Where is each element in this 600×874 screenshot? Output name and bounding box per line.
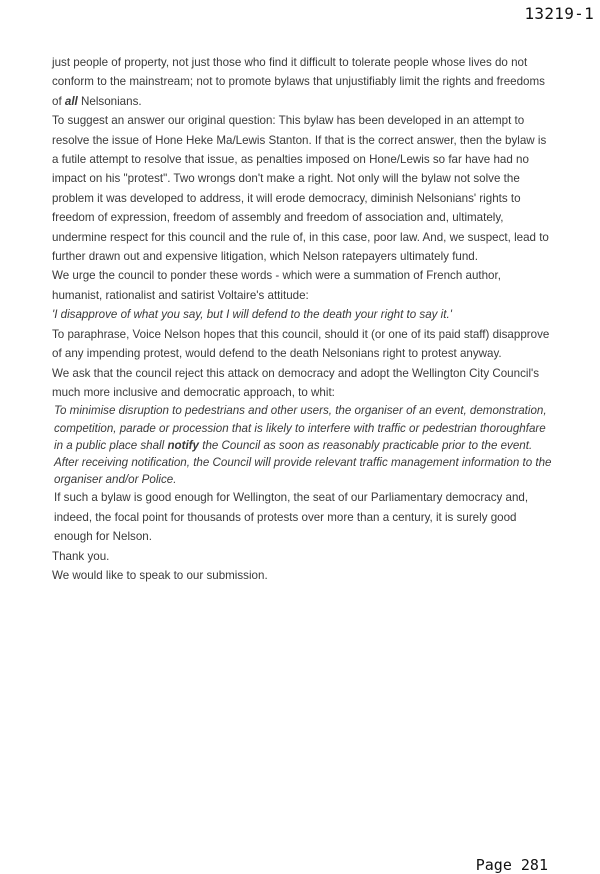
paragraph-rights-end: Nelsonians. <box>77 94 142 108</box>
emphasis-all: all <box>64 94 78 108</box>
paragraph-rights-text: just people of property, not just those who find it difficult to tolerate people whose lives do not conform to the mainstream; not to promote bylaws that unjustifiably limit the rights and freedoms of <box>52 56 545 108</box>
paragraph-rights <box>52 53 552 111</box>
paragraph-request: We ask that the council reject this attack on democracy and adopt the Wellington City Council's much more inclusive and democratic approach, to whit: <box>52 366 540 399</box>
paragraph-paraphrase: To paraphrase, Voice Nelson hopes that this council, should it (or one of its paid staff) disapprove of any impending protest, would defend to the death Nelsonians right to protest anyway. <box>52 327 550 361</box>
paragraph-conclusion: If such a bylaw is good enough for Wellington, the seat of our Parliamentary democracy and, indeed, the focal point for thousands of protests over more than a century, it is surely good enough for Nelson. <box>54 491 529 544</box>
clause-1-end: the Council as soon as reasonably practicable prior to the event. <box>199 438 533 452</box>
paragraph-voltaire-intro: We urge the council to ponder these words - which were a summation of French author, humanist, rationalist and satirist Voltaire's attitude: <box>52 269 501 302</box>
page-number: Page 281 <box>475 856 548 874</box>
clause-1-text: To minimise disruption to pedestrians and other users, the organiser of an event, demonstration, competition, parade or procession that is likely to interfere with traffic or pedestrian thoroughfare in a public place shall <box>54 404 547 452</box>
voltaire-quote: 'I disapprove of what you say, but I will defend to the death your right to say it.' <box>52 308 452 322</box>
wellington-bylaw-clause-1 <box>52 402 552 454</box>
speak-request: We would like to speak to our submission. <box>52 568 268 582</box>
paragraph-answer: To suggest an answer our original question: This bylaw has been developed in an attempt to resolve the issue of Hone Heke Ma/Lewis Stanton. If that is the correct answer, then the bylaw is a futile attempt to resolve that issue, as penalties imposed on Hone/Lewis so far have had no impact on his "protest". Two wrongs don't make a right. Not only will the bylaw not solve the problem it was developed to address, it will erode democracy, diminish Nelsonians' rights to freedom of expression, freedom of assembly and freedom of association and, ultimately, undermine respect for this council and the rule of, in this case, poor law. And, we suspect, lead to further drawn out and expensive litigation, which Nelson ratepayers ultimately fund. <box>52 114 549 264</box>
thank-you: Thank you. <box>52 549 110 563</box>
emphasis-notify: notify <box>167 438 199 452</box>
document-id: 13219-1 <box>524 4 594 23</box>
wellington-bylaw-clause-2: After receiving notification, the Council will provide relevant traffic management information to the organiser and/or Police. <box>54 455 552 487</box>
document-body <box>52 53 552 585</box>
